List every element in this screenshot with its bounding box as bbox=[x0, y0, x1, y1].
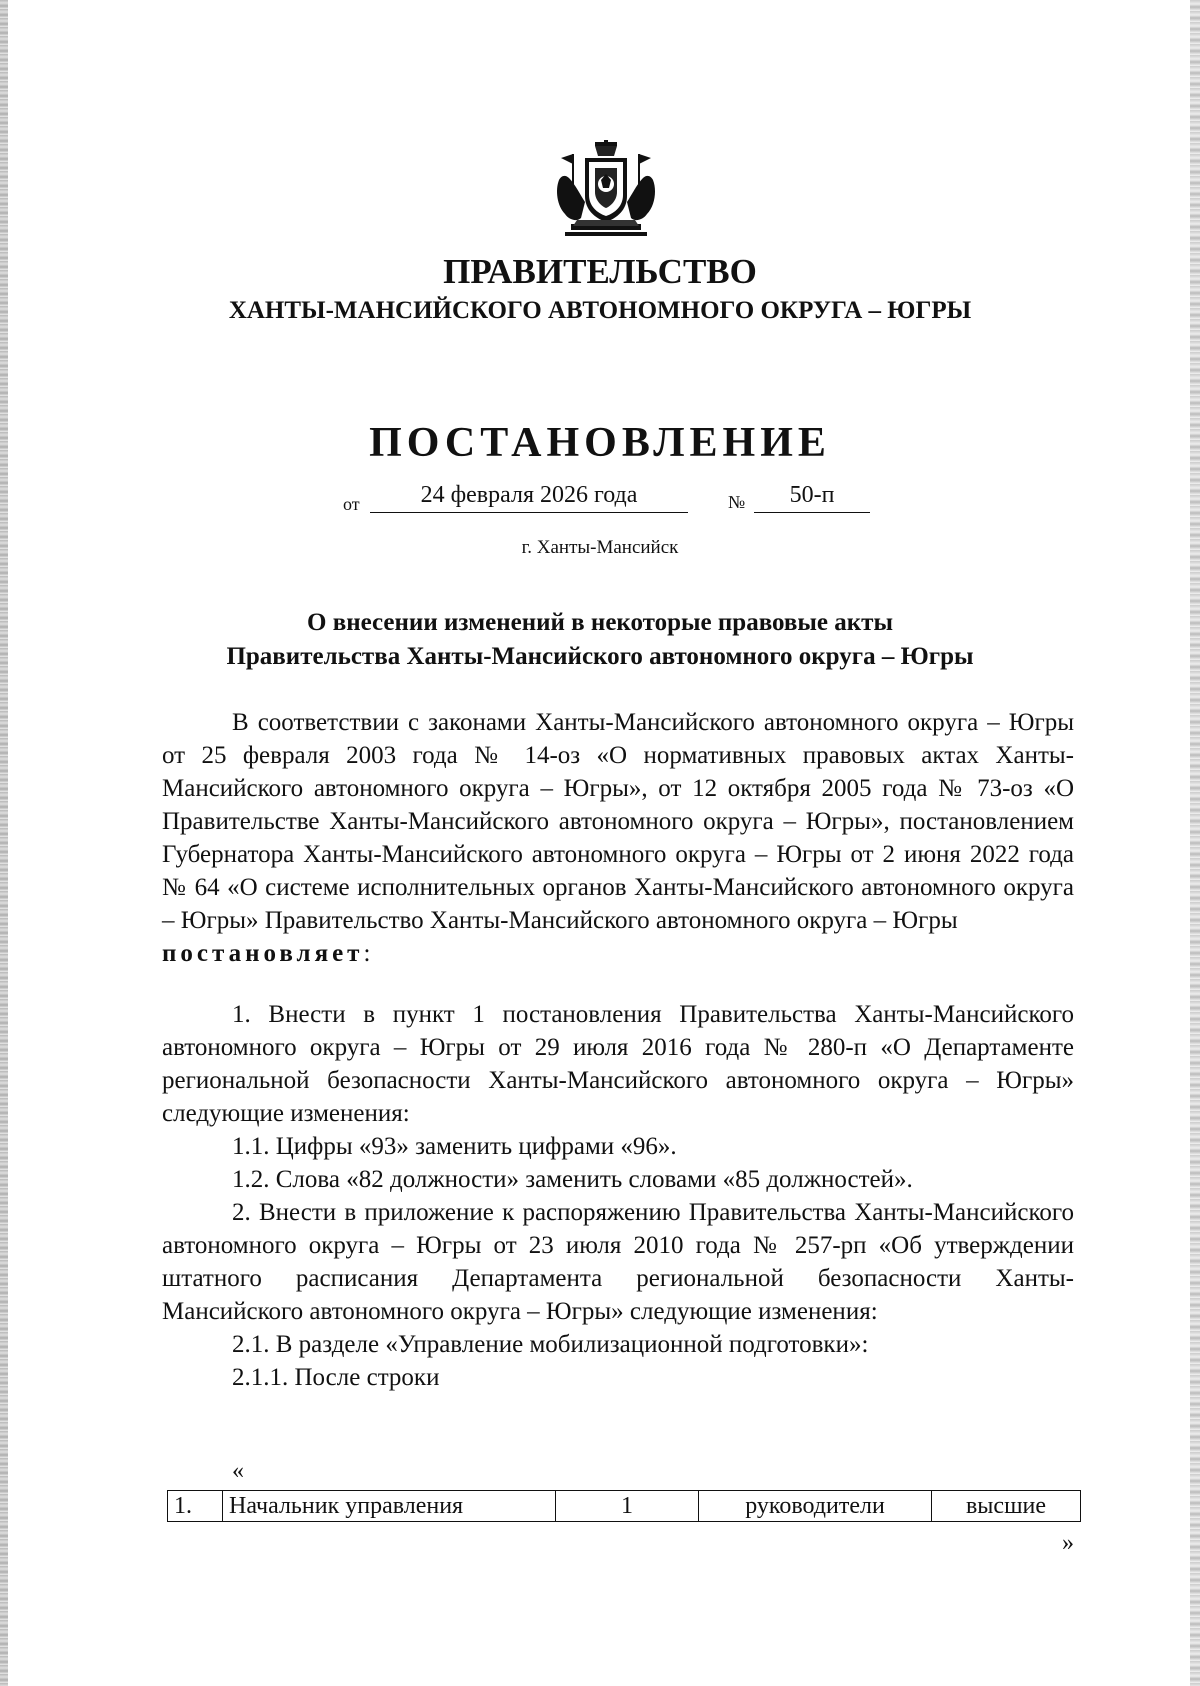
cell-position: Начальник управления bbox=[223, 1491, 556, 1522]
paragraph-1-1: 1.1. Цифры «93» заменить цифрами «96». bbox=[232, 1133, 677, 1160]
quote-open: « bbox=[232, 1458, 244, 1484]
paragraph-1-2: 1.2. Слова «82 должности» заменить словами «85 должностей». bbox=[232, 1166, 913, 1193]
document-type: ПОСТАНОВЛЕНИЕ bbox=[369, 420, 831, 466]
cell-category: руководители bbox=[699, 1491, 932, 1522]
paragraph-1: 1. Внести в пункт 1 постановления Правительства Ханты-Мансийского автономного округа – Югры от 29 июля 2016 года № 280-п «О Департаменте региональной безопасности Ханты-Мансийского автономного округа – Югры» следующие изменения: bbox=[162, 1001, 1074, 1127]
paragraph-gap bbox=[162, 970, 1074, 998]
date-number-row bbox=[0, 478, 1200, 518]
document-heading bbox=[130, 606, 1070, 674]
cell-group: высшие bbox=[932, 1491, 1081, 1522]
staff-table bbox=[167, 1490, 1081, 1522]
preamble bbox=[162, 706, 1074, 970]
from-label: от bbox=[343, 494, 360, 514]
paragraph-2-1-1: 2.1.1. После строки bbox=[232, 1364, 440, 1391]
number-label: № bbox=[728, 492, 746, 512]
document-date: 24 февраля 2026 года bbox=[370, 478, 688, 513]
cell-count: 1 bbox=[556, 1491, 699, 1522]
document-body bbox=[162, 706, 1074, 1394]
coat-of-arms-icon bbox=[551, 140, 661, 240]
government-title: ПРАВИТЕЛЬСТВО bbox=[443, 252, 757, 291]
region-title: ХАНТЫ-МАНСИЙСКОГО АВТОНОМНОГО ОКРУГА – ЮГРЫ bbox=[228, 297, 972, 324]
decree-word: постановляет bbox=[162, 940, 364, 967]
city: г. Ханты-Мансийск bbox=[521, 537, 679, 558]
paragraph-2-1: 2.1. В разделе «Управление мобилизационной подготовки»: bbox=[232, 1331, 869, 1358]
decree-colon: : bbox=[363, 940, 371, 967]
table-row bbox=[168, 1491, 1081, 1522]
paragraph-2: 2. Внести в приложение к распоряжению Правительства Ханты-Мансийского автономного округа – Югры от 23 июля 2010 года № 257-рп «Об утверждении штатного расписания Департамента региональной безопасности Ханты-Мансийского автономного округа – Югры» следующие изменения: bbox=[162, 1199, 1074, 1325]
cell-number: 1. bbox=[168, 1491, 223, 1522]
heading-line-2: Правительства Ханты-Мансийского автономного округа – Югры bbox=[226, 643, 974, 670]
quote-close: » bbox=[1062, 1530, 1074, 1556]
preamble-text: В соответствии с законами Ханты-Мансийского автономного округа – Югры от 25 февраля 2003 года № 14-оз «О нормативных правовых актах Ханты-Мансийского автономного округа – Югры», от 12 октября 2005 года № 73-оз «О Правительстве Ханты-Мансийского автономного округа – Югры», постановлением Губернатора Ханты-Мансийского автономного округа – Югры от 2 июня 2022 года № 64 «О системе исполнительных органов Ханты-Мансийского автономного округа – Югры» Правительство Ханты-Мансийского автономного округа – Югры bbox=[162, 709, 1074, 934]
document-number: 50-п bbox=[754, 478, 870, 513]
heading-line-1: О внесении изменений в некоторые правовые акты bbox=[307, 609, 893, 636]
